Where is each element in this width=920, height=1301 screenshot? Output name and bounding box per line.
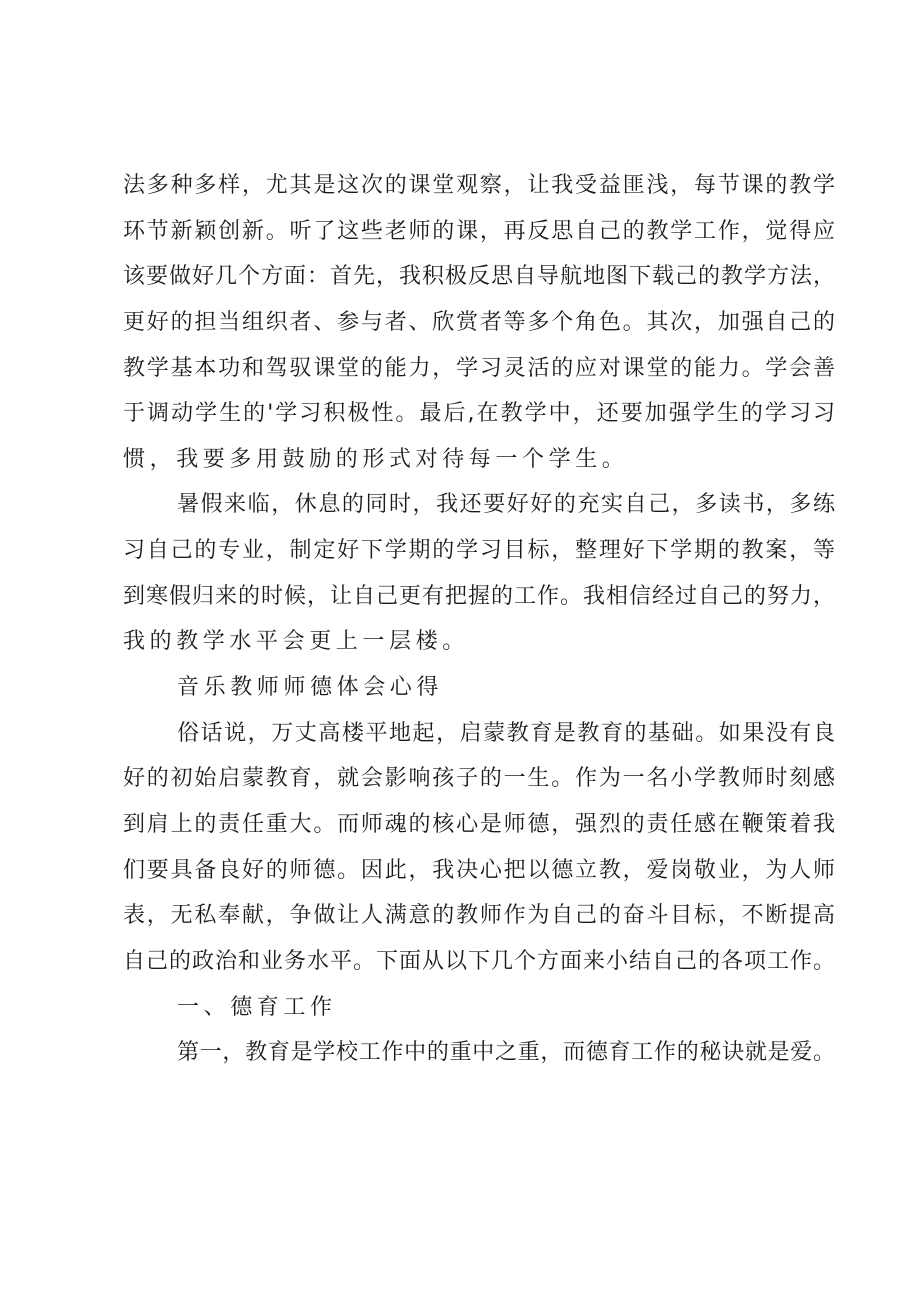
text-line: 暑假来临，休息的同时，我还要好好的充实自己，多读书，多练 [177, 492, 835, 518]
paragraph-1 [123, 163, 835, 482]
text-line: 惯，我要多用鼓励的形式对待每一个学生。 [123, 446, 629, 472]
text-line: 教学基本功和驾驭课堂的能力，学习灵活的应对课堂的能力。学会善 [123, 355, 835, 381]
text-line: 该要做好几个方面：首先，我积极反思自导航地图下载己的教学方法， [123, 264, 835, 290]
title-text: 音乐教师师德体会心得 [177, 675, 444, 701]
text-line: 自己的政治和业务水平。下面从以下几个方面来小结自己的各项工作。 [123, 948, 835, 974]
text-line: 到肩上的责任重大。而师魂的核心是师德，强烈的责任感在鞭策着我 [123, 811, 835, 837]
text-line: 环节新颖创新。听了这些老师的课，再反思自己的教学工作，觉得应 [123, 218, 835, 244]
section-title [123, 665, 835, 711]
text-line: 法多种多样，尤其是这次的课堂观察，让我受益匪浅，每节课的教学 [123, 173, 835, 198]
text-line: 们要具备良好的师德。因此，我决心把以德立教，爱岗敬业，为人师 [123, 857, 835, 883]
paragraph-2 [123, 482, 835, 665]
text-line: 我的教学水平会更上一层楼。 [123, 629, 469, 655]
document-body [123, 163, 835, 1076]
text-line: 于调动学生的'学习积极性。最后,在教学中，还要加强学生的学习习 [123, 401, 835, 427]
text-line: 好的初始启蒙教育，就会影响孩子的一生。作为一名小学教师时刻感 [123, 766, 835, 792]
text-line: 表，无私奉献，争做让人满意的教师作为自己的奋斗目标，不断提高 [123, 903, 835, 929]
text-line: 俗话说，万丈高楼平地起，启蒙教育是教育的基础。如果没有良 [177, 720, 835, 746]
heading-text: 一、德育工作 [177, 994, 337, 1020]
text-line: 第一，教育是学校工作中的重中之重，而德育工作的秘诀就是爱。 [177, 1040, 835, 1066]
paragraph-3 [123, 711, 835, 985]
text-line: 更好的担当组织者、参与者、欣赏者等多个角色。其次，加强自己的 [123, 309, 835, 335]
section-heading [123, 985, 835, 1031]
paragraph-4 [123, 1030, 835, 1076]
text-line: 习自己的专业，制定好下学期的学习目标，整理好下学期的教案，等 [123, 538, 835, 564]
text-line: 到寒假归来的时候，让自己更有把握的工作。我相信经过自己的努力， [123, 583, 835, 609]
